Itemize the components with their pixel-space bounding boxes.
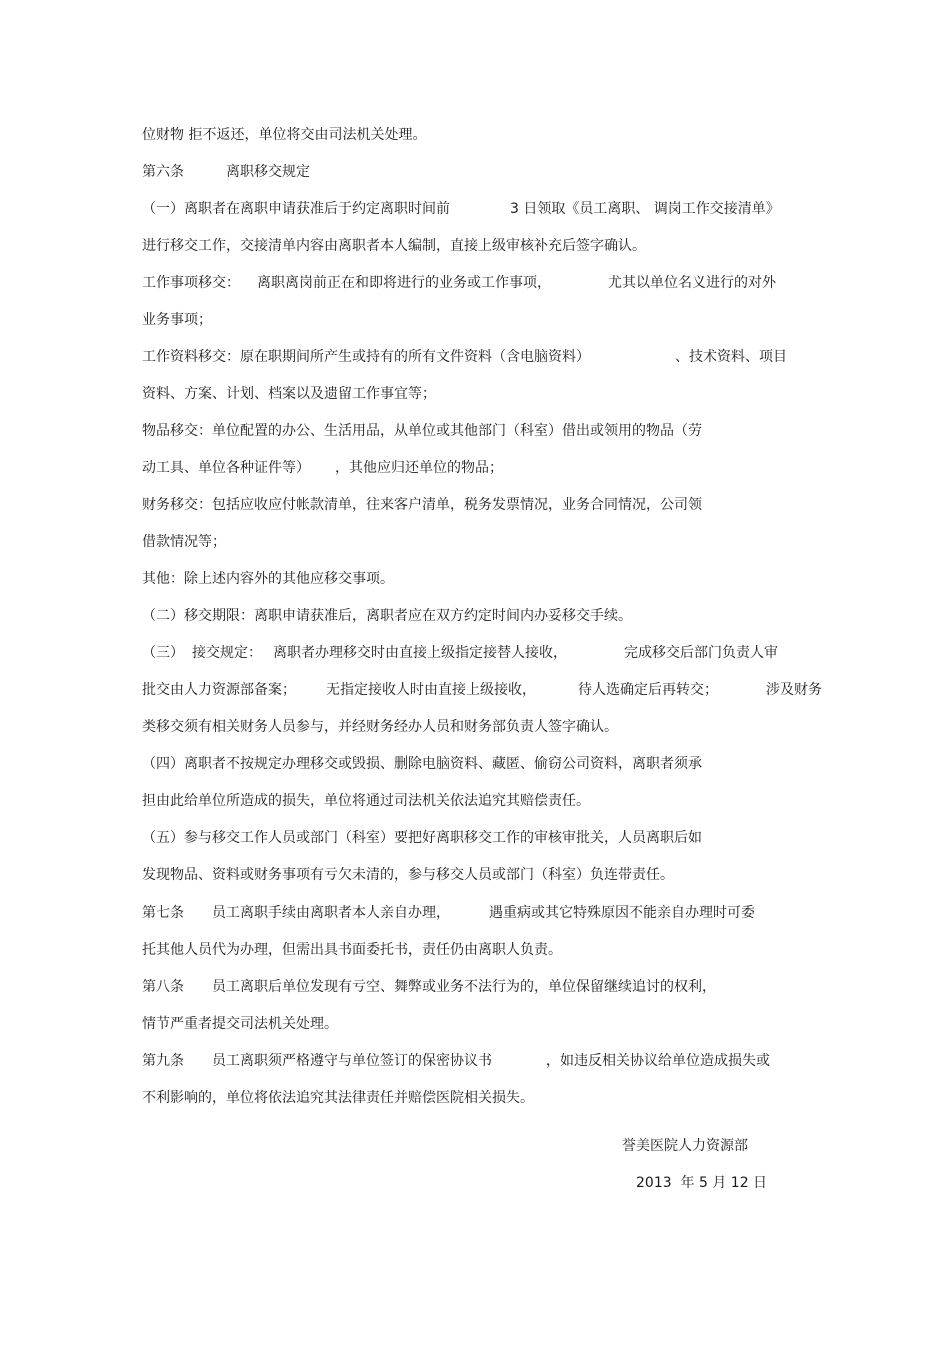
text-segment: （五）参与移交工作人员或部门（科室）要把好离职移交工作的审核审批关，人员离职后如 [142,830,702,846]
text-segment: 不利影响的，单位将依法追究其法律责任并赔偿医院相关损失。 [142,1090,534,1106]
text-segment: 担由此给单位所造成的损失，单位将通过司法机关依法追究其赔偿责任。 [142,793,590,809]
text-segment: 完成移交后部门负责人审 [624,645,778,661]
text-segment: ，如违反相关协议给单位造成损失或 [546,1053,770,1069]
text-segment: 遇重病或其它特殊原因不能亲自办理时可委 [489,905,755,921]
text-segment: 2013 年 5 月 12 日 [636,1175,768,1191]
text-segment: 工作事项移交： [142,275,240,291]
text-segment: 尤其以单位名义进行的对外 [608,275,776,291]
text-segment: 誉美医院人力资源部 [622,1138,748,1154]
text-segment: 离职移交规定 [226,164,310,180]
text-segment: 无指定接收人时由直接上级接收， [326,682,536,698]
text-segment: 动工具、单位各种证件等） [142,460,310,476]
text-segment: 情节严重者提交司法机关处理。 [142,1016,338,1032]
text-segment: 类移交须有相关财务人员参与，并经财务经办人员和财务部负责人签字确认。 [142,719,618,735]
text-segment: 第八条 [142,979,184,995]
text-segment: 位财物 拒不返还，单位将交由司法机关处理。 [142,127,427,143]
text-segment: 物品移交：单位配置的办公、生活用品，从单位或其他部门（科室）借出或领用的物品（劳 [142,423,702,439]
text-segment: 第七条 [142,905,184,921]
text-segment: 第六条 [142,164,184,180]
text-segment: 资料、方案、计划、档案以及遗留工作事宜等； [142,386,436,402]
text-segment: 员工离职后单位发现有亏空、舞弊或业务不法行为的，单位保留继续追讨的权利， [212,979,716,995]
text-segment: 接交规定： [192,645,262,661]
text-segment: 离职者办理移交时由直接上级指定接替人接收， [273,645,567,661]
text-segment: 、技术资料、项目 [675,349,787,365]
text-segment: （四）离职者不按规定办理移交或毁损、删除电脑资料、藏匿、偷窃公司资料，离职者须承 [142,756,702,772]
text-segment: 工作资料移交：原在职期间所产生或持有的所有文件资料（含电脑资料） [142,349,590,365]
text-segment: 其他：除上述内容外的其他应移交事项。 [142,571,394,587]
text-segment: 财务移交：包括应收应付帐款清单，往来客户清单，税务发票情况，业务合同情况，公司领 [142,497,702,513]
text-segment: （三） [142,645,184,661]
text-segment: 离职离岗前正在和即将进行的业务或工作事项， [257,275,551,291]
text-segment: 涉及财务 [766,682,822,698]
text-segment: 3 日领取《员工离职、 调岗工作交接清单》 [510,201,780,217]
text-segment: 借款情况等； [142,534,226,550]
text-segment: 第九条 [142,1053,184,1069]
text-segment: 进行移交工作，交接清单内容由离职者本人编制，直接上级审核补充后签字确认。 [142,238,646,254]
text-segment: 发现物品、资料或财务事项有亏欠未清的，参与移交人员或部门（科室）负连带责任。 [142,867,674,883]
text-segment: 待人选确定后再转交； [578,682,718,698]
text-segment: ，其他应归还单位的物品； [335,460,503,476]
text-segment: 员工离职须严格遵守与单位签订的保密协议书 [212,1053,492,1069]
text-segment: 托其他人员代为办理，但需出具书面委托书，责任仍由离职人负责。 [142,942,562,958]
text-segment: 批交由人力资源部备案； [142,682,296,698]
text-segment: （二）移交期限：离职申请获准后，离职者应在双方约定时间内办妥移交手续。 [142,608,632,624]
text-segment: （一）离职者在离职申请获准后于约定离职时间前 [142,201,450,217]
text-segment: 业务事项； [142,312,212,328]
text-segment: 员工离职手续由离职者本人亲自办理， [212,905,450,921]
